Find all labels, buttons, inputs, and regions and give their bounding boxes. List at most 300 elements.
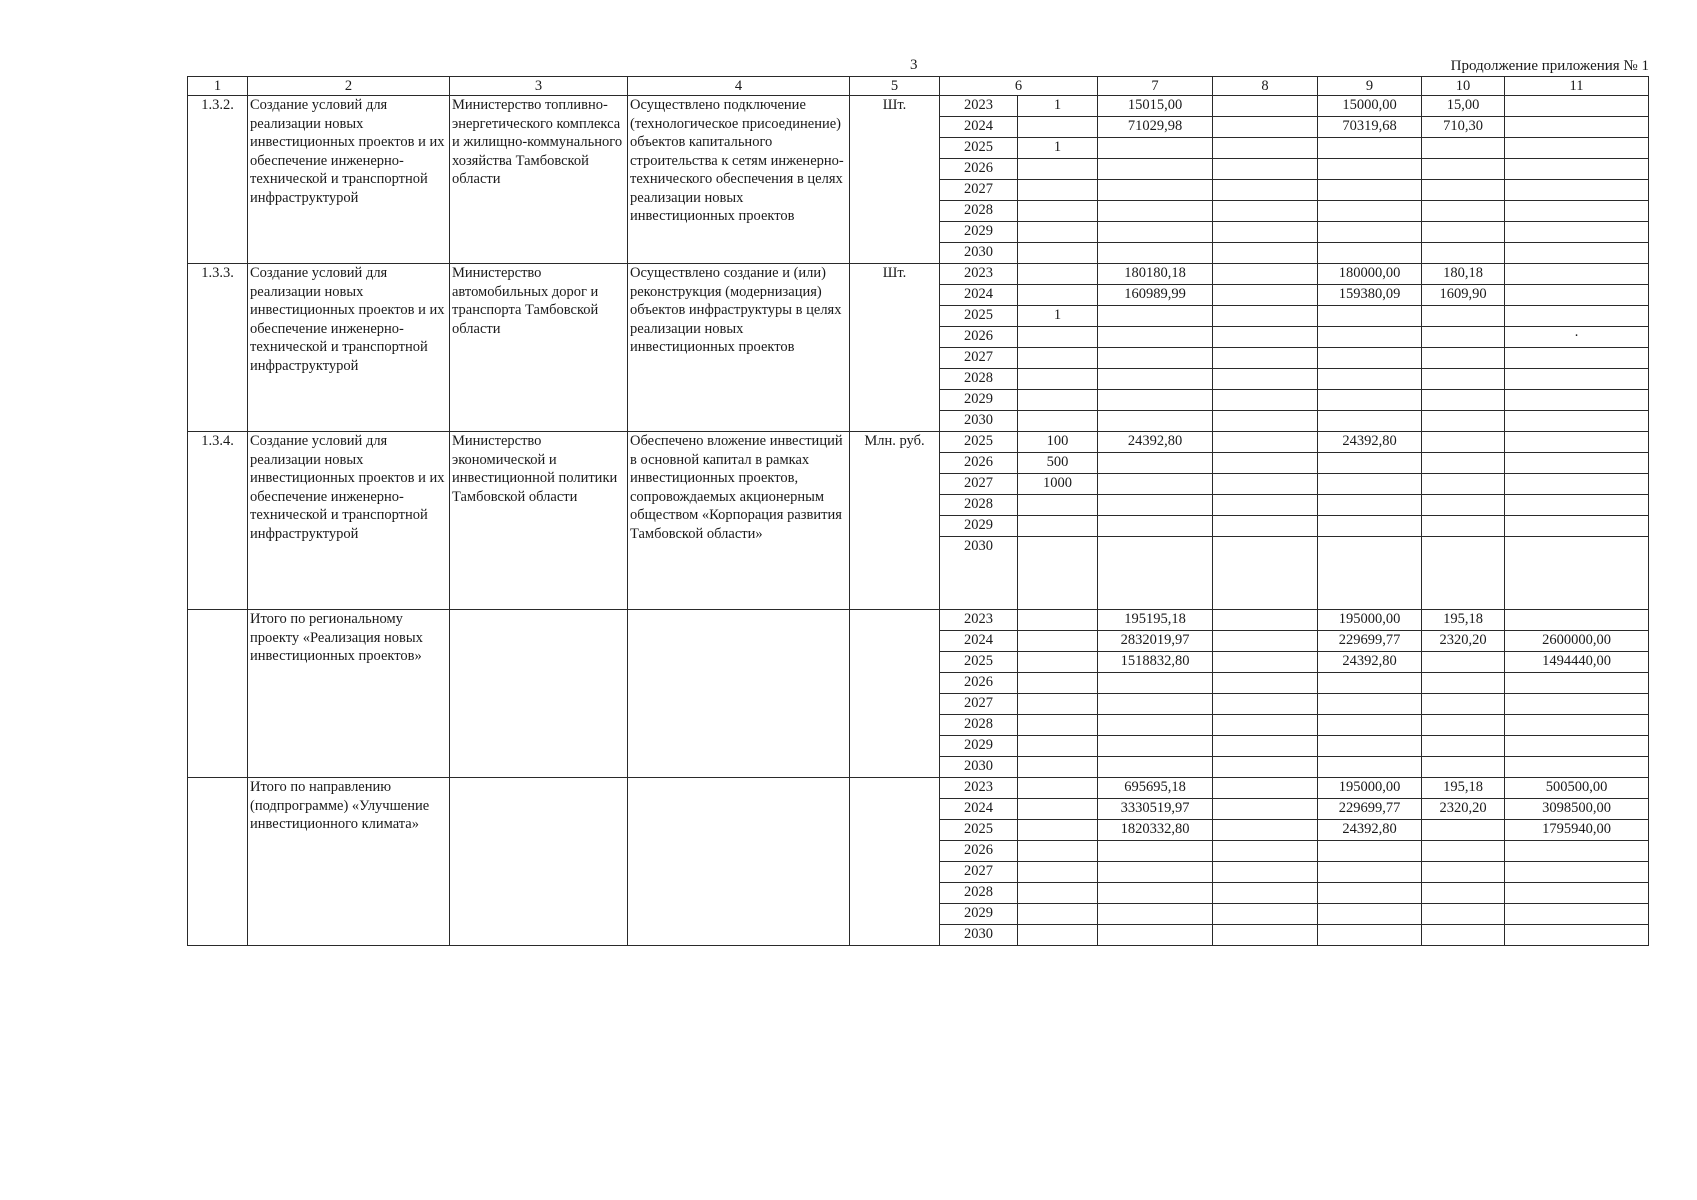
- local-cell: [1422, 652, 1505, 673]
- header-row: [188, 77, 1649, 96]
- header-cell: 1: [188, 77, 248, 96]
- federal-cell: [1213, 96, 1318, 117]
- federal-cell: [1213, 799, 1318, 820]
- regional-cell: [1318, 537, 1422, 610]
- local-cell: [1422, 495, 1505, 516]
- indicator-cell: [1018, 841, 1098, 862]
- total-cell: [1098, 841, 1213, 862]
- year-cell: 2023: [940, 778, 1018, 799]
- header-cell: 9: [1318, 77, 1422, 96]
- total-cell: [1098, 306, 1213, 327]
- regional-cell: 195000,00: [1318, 610, 1422, 631]
- year-cell: 2026: [940, 327, 1018, 348]
- federal-cell: [1213, 264, 1318, 285]
- total-cell: [1098, 757, 1213, 778]
- local-cell: [1422, 306, 1505, 327]
- regional-cell: [1318, 673, 1422, 694]
- other-cell: [1505, 841, 1649, 862]
- other-cell: 3098500,00: [1505, 799, 1649, 820]
- indicator-cell: [1018, 285, 1098, 306]
- local-cell: 15,00: [1422, 96, 1505, 117]
- local-cell: 195,18: [1422, 778, 1505, 799]
- other-cell: [1505, 862, 1649, 883]
- local-cell: [1422, 453, 1505, 474]
- indicator-cell: [1018, 327, 1098, 348]
- year-cell: 2025: [940, 432, 1018, 453]
- indicator-cell: [1018, 820, 1098, 841]
- year-cell: 2028: [940, 495, 1018, 516]
- header-cell: 6: [940, 77, 1098, 96]
- other-cell: 500500,00: [1505, 778, 1649, 799]
- other-cell: [1505, 264, 1649, 285]
- regional-cell: 24392,80: [1318, 652, 1422, 673]
- year-cell: 2025: [940, 138, 1018, 159]
- measure-name: Создание условий для реализации новых инвестиционных проектов и их обеспечение инженерно-технической и транспортной инфраструктурой: [248, 264, 450, 432]
- local-cell: [1422, 516, 1505, 537]
- total-cell: 160989,99: [1098, 285, 1213, 306]
- total-unit: [850, 778, 940, 946]
- federal-cell: [1213, 117, 1318, 138]
- unit-cell: Шт.: [850, 96, 940, 264]
- indicator-cell: [1018, 736, 1098, 757]
- indicator-cell: [1018, 348, 1098, 369]
- regional-cell: [1318, 862, 1422, 883]
- indicator-cell: [1018, 799, 1098, 820]
- local-cell: [1422, 474, 1505, 495]
- year-cell: 2027: [940, 474, 1018, 495]
- regional-cell: 159380,09: [1318, 285, 1422, 306]
- year-cell: 2029: [940, 736, 1018, 757]
- indicator-cell: [1018, 652, 1098, 673]
- total-cell: [1098, 904, 1213, 925]
- total-cell: [1098, 862, 1213, 883]
- total-cell: 2832019,97: [1098, 631, 1213, 652]
- year-cell: 2030: [940, 537, 1018, 610]
- indicator-cell: [1018, 411, 1098, 432]
- local-cell: [1422, 820, 1505, 841]
- responsible-agency: Министерство топливно-энергетического комплекса и жилищно-коммунального хозяйства Тамбовской области: [450, 96, 628, 264]
- federal-cell: [1213, 453, 1318, 474]
- total-cell: 180180,18: [1098, 264, 1213, 285]
- total-cell: 15015,00: [1098, 96, 1213, 117]
- local-cell: [1422, 222, 1505, 243]
- indicator-cell: [1018, 264, 1098, 285]
- total-cell: [1098, 474, 1213, 495]
- other-cell: [1505, 306, 1649, 327]
- responsible-agency: Министерство экономической и инвестиционной политики Тамбовской области: [450, 432, 628, 610]
- other-cell: [1505, 673, 1649, 694]
- regional-cell: [1318, 495, 1422, 516]
- other-cell: [1505, 904, 1649, 925]
- regional-cell: [1318, 159, 1422, 180]
- regional-cell: [1318, 201, 1422, 222]
- other-cell: 1795940,00: [1505, 820, 1649, 841]
- total-cell: [1098, 411, 1213, 432]
- local-cell: [1422, 411, 1505, 432]
- local-cell: [1422, 390, 1505, 411]
- indicator-cell: 500: [1018, 453, 1098, 474]
- federal-cell: [1213, 820, 1318, 841]
- total-cell: [1098, 369, 1213, 390]
- header-cell: 8: [1213, 77, 1318, 96]
- local-cell: 180,18: [1422, 264, 1505, 285]
- year-cell: 2030: [940, 925, 1018, 946]
- federal-cell: [1213, 862, 1318, 883]
- other-cell: [1505, 516, 1649, 537]
- total-row: [188, 610, 1649, 631]
- regional-cell: [1318, 757, 1422, 778]
- indicator-cell: [1018, 778, 1098, 799]
- total-cell: [1098, 327, 1213, 348]
- total-unit: [850, 610, 940, 778]
- total-cell: [1098, 243, 1213, 264]
- federal-cell: [1213, 222, 1318, 243]
- indicator-cell: 1000: [1018, 474, 1098, 495]
- regional-cell: 195000,00: [1318, 778, 1422, 799]
- local-cell: [1422, 369, 1505, 390]
- regional-cell: [1318, 516, 1422, 537]
- federal-cell: [1213, 516, 1318, 537]
- local-cell: [1422, 862, 1505, 883]
- indicator-cell: [1018, 715, 1098, 736]
- regional-cell: 229699,77: [1318, 799, 1422, 820]
- indicator-cell: [1018, 222, 1098, 243]
- other-cell: [1505, 96, 1649, 117]
- indicator-cell: 1: [1018, 138, 1098, 159]
- regional-cell: 24392,80: [1318, 432, 1422, 453]
- local-cell: [1422, 715, 1505, 736]
- total-cell: [1098, 495, 1213, 516]
- total-cell: [1098, 673, 1213, 694]
- total-cell: [1098, 715, 1213, 736]
- federal-cell: [1213, 348, 1318, 369]
- total-cell: 24392,80: [1098, 432, 1213, 453]
- federal-cell: [1213, 369, 1318, 390]
- regional-cell: [1318, 453, 1422, 474]
- year-cell: 2028: [940, 715, 1018, 736]
- local-cell: [1422, 904, 1505, 925]
- local-cell: [1422, 841, 1505, 862]
- year-cell: 2028: [940, 201, 1018, 222]
- federal-cell: [1213, 411, 1318, 432]
- indicator-cell: [1018, 610, 1098, 631]
- total-cell: 3330519,97: [1098, 799, 1213, 820]
- local-cell: [1422, 432, 1505, 453]
- federal-cell: [1213, 610, 1318, 631]
- total-cell: [1098, 537, 1213, 610]
- total-code: [188, 778, 248, 946]
- other-cell: [1505, 694, 1649, 715]
- regional-cell: 180000,00: [1318, 264, 1422, 285]
- total-cell: [1098, 694, 1213, 715]
- year-cell: 2026: [940, 841, 1018, 862]
- regional-cell: [1318, 306, 1422, 327]
- total-cell: [1098, 390, 1213, 411]
- measure-code: 1.3.4.: [188, 432, 248, 610]
- unit-cell: Шт.: [850, 264, 940, 432]
- measure-result: Осуществлено создание и (или) реконструкция (модернизация) объектов инфраструктуры в целях реализации новых инвестиционных проектов: [628, 264, 850, 432]
- year-cell: 2024: [940, 117, 1018, 138]
- federal-cell: [1213, 757, 1318, 778]
- year-cell: 2026: [940, 159, 1018, 180]
- regional-cell: [1318, 925, 1422, 946]
- other-cell: [1505, 715, 1649, 736]
- year-cell: 2024: [940, 631, 1018, 652]
- other-cell: [1505, 222, 1649, 243]
- federal-cell: [1213, 694, 1318, 715]
- year-cell: 2023: [940, 610, 1018, 631]
- other-cell: [1505, 474, 1649, 495]
- federal-cell: [1213, 904, 1318, 925]
- measure-code: 1.3.2.: [188, 96, 248, 264]
- regional-cell: [1318, 327, 1422, 348]
- other-cell: [1505, 736, 1649, 757]
- regional-cell: [1318, 390, 1422, 411]
- local-cell: [1422, 673, 1505, 694]
- federal-cell: [1213, 778, 1318, 799]
- total-cell: [1098, 222, 1213, 243]
- other-cell: 2600000,00: [1505, 631, 1649, 652]
- local-cell: [1422, 159, 1505, 180]
- year-cell: 2029: [940, 904, 1018, 925]
- local-cell: [1422, 736, 1505, 757]
- other-cell: [1505, 757, 1649, 778]
- regional-cell: 229699,77: [1318, 631, 1422, 652]
- local-cell: [1422, 138, 1505, 159]
- other-cell: [1505, 925, 1649, 946]
- total-cell: [1098, 180, 1213, 201]
- program-table: [187, 76, 1649, 946]
- regional-cell: [1318, 736, 1422, 757]
- year-cell: 2029: [940, 516, 1018, 537]
- total-cell: [1098, 736, 1213, 757]
- federal-cell: [1213, 327, 1318, 348]
- local-cell: [1422, 925, 1505, 946]
- header-cell: 4: [628, 77, 850, 96]
- other-cell: [1505, 159, 1649, 180]
- header-cell: 5: [850, 77, 940, 96]
- regional-cell: [1318, 411, 1422, 432]
- other-cell: [1505, 285, 1649, 306]
- regional-cell: 24392,80: [1318, 820, 1422, 841]
- table-row: [188, 432, 1649, 453]
- appendix-caption: Продолжение приложения № 1: [1450, 58, 1649, 74]
- total-cell: [1098, 516, 1213, 537]
- total-result: [628, 778, 850, 946]
- total-cell: [1098, 138, 1213, 159]
- unit-cell: Млн. руб.: [850, 432, 940, 610]
- local-cell: [1422, 694, 1505, 715]
- federal-cell: [1213, 537, 1318, 610]
- total-cell: [1098, 201, 1213, 222]
- local-cell: [1422, 883, 1505, 904]
- regional-cell: [1318, 243, 1422, 264]
- total-code: [188, 610, 248, 778]
- header-cell: 3: [450, 77, 628, 96]
- year-cell: 2024: [940, 799, 1018, 820]
- federal-cell: [1213, 159, 1318, 180]
- federal-cell: [1213, 201, 1318, 222]
- measure-name: Создание условий для реализации новых инвестиционных проектов и их обеспечение инженерно-технической и транспортной инфраструктурой: [248, 96, 450, 264]
- other-cell: [1505, 432, 1649, 453]
- indicator-cell: [1018, 925, 1098, 946]
- federal-cell: [1213, 495, 1318, 516]
- year-cell: 2030: [940, 411, 1018, 432]
- measure-result: Обеспечено вложение инвестиций в основной капитал в рамках инвестиционных проектов, сопровождаемых акционерным обществом «Корпорация развития Тамбовской области»: [628, 432, 850, 610]
- regional-cell: [1318, 715, 1422, 736]
- local-cell: 195,18: [1422, 610, 1505, 631]
- indicator-cell: [1018, 390, 1098, 411]
- indicator-cell: 1: [1018, 96, 1098, 117]
- total-cell: [1098, 925, 1213, 946]
- indicator-cell: [1018, 516, 1098, 537]
- regional-cell: [1318, 841, 1422, 862]
- other-cell: [1505, 348, 1649, 369]
- year-cell: 2026: [940, 453, 1018, 474]
- indicator-cell: [1018, 694, 1098, 715]
- indicator-cell: [1018, 904, 1098, 925]
- measure-code: 1.3.3.: [188, 264, 248, 432]
- header-cell: 7: [1098, 77, 1213, 96]
- regional-cell: [1318, 904, 1422, 925]
- federal-cell: [1213, 631, 1318, 652]
- year-cell: 2025: [940, 820, 1018, 841]
- local-cell: 2320,20: [1422, 799, 1505, 820]
- federal-cell: [1213, 138, 1318, 159]
- local-cell: 710,30: [1422, 117, 1505, 138]
- local-cell: [1422, 180, 1505, 201]
- year-cell: 2030: [940, 757, 1018, 778]
- year-cell: 2027: [940, 694, 1018, 715]
- total-result: [628, 610, 850, 778]
- federal-cell: [1213, 285, 1318, 306]
- indicator-cell: [1018, 757, 1098, 778]
- table-row: [188, 96, 1649, 117]
- other-cell: [1505, 180, 1649, 201]
- total-cell: 71029,98: [1098, 117, 1213, 138]
- other-cell: ·: [1505, 327, 1649, 348]
- indicator-cell: [1018, 117, 1098, 138]
- other-cell: [1505, 201, 1649, 222]
- year-cell: 2028: [940, 883, 1018, 904]
- indicator-cell: [1018, 201, 1098, 222]
- federal-cell: [1213, 243, 1318, 264]
- total-cell: [1098, 453, 1213, 474]
- local-cell: [1422, 537, 1505, 610]
- indicator-cell: 1: [1018, 306, 1098, 327]
- indicator-cell: [1018, 673, 1098, 694]
- year-cell: 2028: [940, 369, 1018, 390]
- year-cell: 2023: [940, 96, 1018, 117]
- regional-cell: [1318, 348, 1422, 369]
- total-name: Итого по направлению (подпрограмме) «Улучшение инвестиционного климата»: [248, 778, 450, 946]
- local-cell: [1422, 757, 1505, 778]
- indicator-cell: [1018, 180, 1098, 201]
- local-cell: [1422, 348, 1505, 369]
- total-cell: 1820332,80: [1098, 820, 1213, 841]
- local-cell: [1422, 327, 1505, 348]
- other-cell: [1505, 117, 1649, 138]
- local-cell: [1422, 243, 1505, 264]
- regional-cell: 15000,00: [1318, 96, 1422, 117]
- year-cell: 2023: [940, 264, 1018, 285]
- indicator-cell: [1018, 369, 1098, 390]
- total-row: [188, 778, 1649, 799]
- total-cell: 695695,18: [1098, 778, 1213, 799]
- regional-cell: [1318, 369, 1422, 390]
- federal-cell: [1213, 883, 1318, 904]
- regional-cell: [1318, 474, 1422, 495]
- local-cell: 2320,20: [1422, 631, 1505, 652]
- regional-cell: [1318, 694, 1422, 715]
- regional-cell: [1318, 180, 1422, 201]
- year-cell: 2025: [940, 652, 1018, 673]
- indicator-cell: 100: [1018, 432, 1098, 453]
- year-cell: 2024: [940, 285, 1018, 306]
- other-cell: 1494440,00: [1505, 652, 1649, 673]
- measure-name: Создание условий для реализации новых инвестиционных проектов и их обеспечение инженерно-технической и транспортной инфраструктурой: [248, 432, 450, 610]
- regional-cell: 70319,68: [1318, 117, 1422, 138]
- total-cell: [1098, 159, 1213, 180]
- total-name: Итого по региональному проекту «Реализация новых инвестиционных проектов»: [248, 610, 450, 778]
- other-cell: [1505, 369, 1649, 390]
- federal-cell: [1213, 432, 1318, 453]
- header-cell: 2: [248, 77, 450, 96]
- total-cell: [1098, 883, 1213, 904]
- indicator-cell: [1018, 495, 1098, 516]
- federal-cell: [1213, 180, 1318, 201]
- page-number: 3: [910, 57, 918, 73]
- total-cell: [1098, 348, 1213, 369]
- federal-cell: [1213, 652, 1318, 673]
- other-cell: [1505, 453, 1649, 474]
- federal-cell: [1213, 736, 1318, 757]
- other-cell: [1505, 138, 1649, 159]
- other-cell: [1505, 883, 1649, 904]
- total-agency: [450, 778, 628, 946]
- federal-cell: [1213, 673, 1318, 694]
- indicator-cell: [1018, 631, 1098, 652]
- year-cell: 2027: [940, 180, 1018, 201]
- other-cell: [1505, 610, 1649, 631]
- year-cell: 2029: [940, 222, 1018, 243]
- federal-cell: [1213, 306, 1318, 327]
- year-cell: 2026: [940, 673, 1018, 694]
- other-cell: [1505, 537, 1649, 610]
- indicator-cell: [1018, 862, 1098, 883]
- measure-result: Осуществлено подключение (технологическое присоединение) объектов капитального строительства к сетям инженерно-технического обеспечения в целях реализации новых инвестиционных проектов: [628, 96, 850, 264]
- total-cell: 195195,18: [1098, 610, 1213, 631]
- year-cell: 2025: [940, 306, 1018, 327]
- regional-cell: [1318, 883, 1422, 904]
- local-cell: 1609,90: [1422, 285, 1505, 306]
- year-cell: 2027: [940, 348, 1018, 369]
- federal-cell: [1213, 841, 1318, 862]
- other-cell: [1505, 411, 1649, 432]
- year-cell: 2027: [940, 862, 1018, 883]
- year-cell: 2029: [940, 390, 1018, 411]
- table-row: [188, 264, 1649, 285]
- indicator-cell: [1018, 537, 1098, 610]
- federal-cell: [1213, 390, 1318, 411]
- other-cell: [1505, 495, 1649, 516]
- local-cell: [1422, 201, 1505, 222]
- indicator-cell: [1018, 243, 1098, 264]
- indicator-cell: [1018, 159, 1098, 180]
- federal-cell: [1213, 474, 1318, 495]
- federal-cell: [1213, 715, 1318, 736]
- total-agency: [450, 610, 628, 778]
